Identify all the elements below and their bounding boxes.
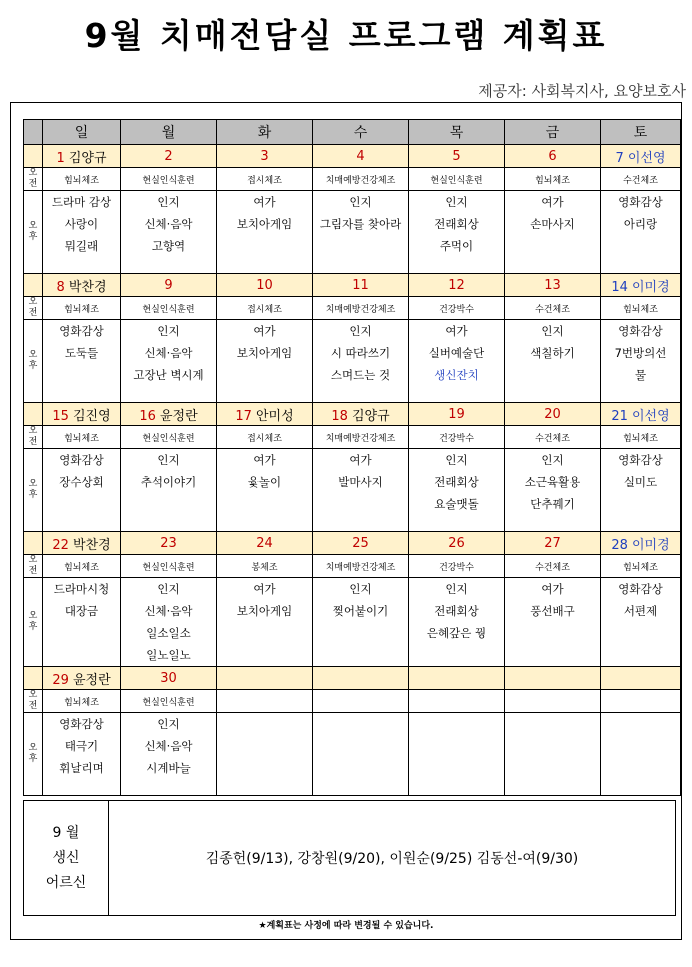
- afternoon-program: [505, 320, 601, 403]
- morning-program: 힘뇌체조: [601, 555, 681, 578]
- morning-program: 현실인식훈련: [121, 426, 217, 449]
- program-line: 인지: [445, 453, 468, 467]
- morning-label-char: 오: [28, 690, 38, 700]
- program-line: 휘날리며: [59, 761, 104, 775]
- program-line: 실미도: [623, 475, 658, 489]
- date-number: 3: [260, 148, 269, 164]
- weekday-header: 화: [217, 120, 313, 145]
- date-number: 16: [139, 408, 156, 424]
- date-cell: [601, 667, 681, 690]
- morning-row: [24, 297, 681, 320]
- morning-program: 치매예방건강체조: [313, 168, 409, 191]
- program-line: 장수상회: [59, 475, 104, 489]
- date-cell: [409, 532, 505, 555]
- morning-label-char: 오: [28, 555, 38, 565]
- date-cell: [505, 667, 601, 690]
- date-number: 5: [452, 148, 461, 164]
- date-number: 24: [256, 535, 273, 551]
- morning-program: 건강박수: [409, 426, 505, 449]
- weekday-header: 월: [121, 120, 217, 145]
- date-cell: [313, 403, 409, 426]
- date-cell: [121, 532, 217, 555]
- date-number: 28: [611, 537, 628, 553]
- program-line: 신체·음악: [144, 217, 193, 231]
- date-row: [24, 274, 681, 297]
- morning-program: 힘뇌체조: [43, 426, 121, 449]
- birthday-label-elders: 어르신: [45, 874, 87, 891]
- program-line: 태극기: [64, 739, 99, 753]
- program-line: 영화감상: [618, 453, 663, 467]
- afternoon-label-char: 후: [28, 622, 38, 632]
- morning-program: 치매예방건강체조: [313, 555, 409, 578]
- birthday-person-name: 박찬경: [68, 279, 107, 295]
- birthday-person-name: 이선영: [632, 408, 670, 424]
- date-number: 11: [352, 277, 369, 293]
- morning-program: 현실인식훈련: [121, 555, 217, 578]
- weekday-header: 수: [313, 120, 409, 145]
- date-cell: [313, 274, 409, 297]
- afternoon-label-char: 오: [28, 743, 38, 753]
- morning-program: 수건체조: [601, 168, 681, 191]
- morning-program: 치매예방건강체조: [313, 297, 409, 320]
- morning-program: 접시체조: [217, 426, 313, 449]
- afternoon-program: [313, 713, 409, 796]
- date-number: 18: [331, 408, 348, 424]
- morning-program: 힘뇌체조: [43, 168, 121, 191]
- afternoon-label: [24, 320, 43, 403]
- program-line: 인지: [349, 195, 372, 209]
- date-cell: [217, 403, 313, 426]
- date-number: 19: [448, 406, 465, 422]
- afternoon-label-char: 후: [28, 754, 38, 764]
- date-row: [24, 145, 681, 168]
- birthday-person-name: 윤정란: [160, 408, 198, 424]
- afternoon-program: [43, 578, 121, 667]
- morning-program: 힘뇌체조: [43, 690, 121, 713]
- birthday-label: [24, 801, 109, 916]
- morning-label-char: 오: [28, 168, 38, 178]
- afternoon-label-char: 후: [28, 361, 38, 371]
- date-cell: [217, 532, 313, 555]
- afternoon-label-char: 오: [28, 611, 38, 621]
- birthday-person-name: 윤정란: [73, 672, 111, 688]
- program-line: 여가: [541, 582, 564, 596]
- program-line: 사랑이: [64, 217, 99, 231]
- afternoon-row: [24, 320, 681, 403]
- afternoon-label-char: 후: [28, 232, 38, 242]
- program-line: 도둑들: [64, 346, 99, 360]
- birthday-person-name: 김진영: [73, 408, 111, 424]
- program-line: 여가: [445, 324, 468, 338]
- afternoon-label: [24, 578, 43, 667]
- morning-program: 접시체조: [217, 168, 313, 191]
- program-line: 일노일노: [146, 648, 191, 662]
- date-cell: [121, 403, 217, 426]
- program-line: 소근육활용: [524, 475, 581, 489]
- afternoon-program: [409, 449, 505, 532]
- program-line: 신체·음악: [144, 604, 193, 618]
- afternoon-program: [121, 578, 217, 667]
- afternoon-program: [43, 320, 121, 403]
- afternoon-label: [24, 449, 43, 532]
- program-line: 여가: [253, 195, 276, 209]
- afternoon-program: [217, 320, 313, 403]
- afternoon-program: [121, 449, 217, 532]
- program-line: 인지: [157, 717, 180, 731]
- afternoon-program: [313, 191, 409, 274]
- afternoon-program: [409, 578, 505, 667]
- program-line: 영화감상: [59, 324, 104, 338]
- date-corner: [24, 274, 43, 297]
- date-row: [24, 667, 681, 690]
- weekday-header: 토: [601, 120, 681, 145]
- program-line: 신체·음악: [144, 346, 193, 360]
- date-number: 13: [544, 277, 561, 293]
- morning-program: 봉체조: [217, 555, 313, 578]
- morning-program: 힘뇌체조: [601, 426, 681, 449]
- morning-row: [24, 426, 681, 449]
- afternoon-program: [217, 713, 313, 796]
- program-line: 고장난 벽시계: [133, 368, 204, 382]
- program-line: 풍선배구: [530, 604, 575, 618]
- program-line: 아리랑: [623, 217, 658, 231]
- date-cell: [601, 532, 681, 555]
- program-line: 색칠하기: [530, 346, 575, 360]
- program-line: 요술맷돌: [434, 497, 479, 511]
- morning-row: [24, 690, 681, 713]
- weekday-header: 목: [409, 120, 505, 145]
- morning-program: 치매예방건강체조: [313, 426, 409, 449]
- date-number: 17: [235, 408, 252, 424]
- afternoon-label-char: 오: [28, 479, 38, 489]
- afternoon-label: [24, 713, 43, 796]
- afternoon-program: [121, 191, 217, 274]
- weekday-header: 일: [43, 120, 121, 145]
- date-cell: [121, 145, 217, 168]
- date-number: 2: [164, 148, 173, 164]
- afternoon-label-char: 오: [28, 221, 38, 231]
- date-number: 12: [448, 277, 465, 293]
- date-number: 4: [356, 148, 365, 164]
- date-cell: [43, 403, 121, 426]
- program-line: 인지: [157, 195, 180, 209]
- birthday-person-name: 박찬경: [73, 537, 111, 553]
- date-number: 9: [164, 277, 173, 293]
- morning-label-char: 오: [28, 297, 38, 307]
- program-line: 그림자를 찾아라: [319, 217, 402, 231]
- afternoon-row: [24, 449, 681, 532]
- date-cell: [505, 274, 601, 297]
- afternoon-row: [24, 578, 681, 667]
- morning-program: 힘뇌체조: [601, 297, 681, 320]
- program-line: 여가: [253, 582, 276, 596]
- date-number: 14: [611, 279, 628, 295]
- morning-program: 건강박수: [409, 555, 505, 578]
- program-line: 인지: [445, 195, 468, 209]
- date-row: [24, 532, 681, 555]
- afternoon-program: [43, 449, 121, 532]
- program-line: 물: [634, 368, 647, 382]
- afternoon-label-char: 후: [28, 490, 38, 500]
- program-line: 보치아게임: [236, 346, 293, 360]
- program-line: 여가: [253, 453, 276, 467]
- date-cell: [601, 145, 681, 168]
- date-row: [24, 403, 681, 426]
- program-line: 영화감상: [618, 582, 663, 596]
- date-corner: [24, 532, 43, 555]
- program-line: 영화감상: [59, 717, 104, 731]
- morning-program: [313, 690, 409, 713]
- birthday-label-month: 9 월: [52, 824, 80, 841]
- morning-label: [24, 426, 43, 449]
- program-line: 뭐길래: [64, 239, 99, 253]
- birthday-party-label: 생신잔치: [434, 368, 479, 382]
- change-notice: ★계획표는 사정에 따라 변경될 수 있습니다.: [258, 921, 434, 931]
- program-line: 전래회상: [434, 475, 479, 489]
- morning-program: 접시체조: [217, 297, 313, 320]
- date-cell: [43, 274, 121, 297]
- afternoon-program: [601, 713, 681, 796]
- morning-program: 수건체조: [505, 426, 601, 449]
- date-number: 23: [160, 535, 177, 551]
- morning-program: 현실인식훈련: [121, 168, 217, 191]
- afternoon-row: [24, 191, 681, 274]
- program-line: 단추꿰기: [530, 497, 575, 511]
- afternoon-program: [409, 191, 505, 274]
- program-line: 은혜갚은 꿩: [426, 626, 487, 640]
- morning-label-char: 전: [28, 179, 38, 189]
- birthday-label-birthday: 생신: [52, 849, 80, 866]
- afternoon-program: [217, 578, 313, 667]
- morning-label-char: 전: [28, 308, 38, 318]
- afternoon-program: [505, 713, 601, 796]
- date-number: 20: [544, 406, 561, 422]
- program-line: 신체·음악: [144, 739, 193, 753]
- morning-label-char: 전: [28, 701, 38, 711]
- program-line: 서편제: [623, 604, 658, 618]
- program-line: 영화감상: [618, 324, 663, 338]
- program-line: 인지: [157, 324, 180, 338]
- program-line: 시 따라쓰기: [330, 346, 391, 360]
- program-line: 전래회상: [434, 604, 479, 618]
- birthday-person-name: 김양규: [352, 408, 390, 424]
- date-cell: [217, 145, 313, 168]
- afternoon-program: [505, 449, 601, 532]
- morning-label: [24, 297, 43, 320]
- morning-program: 건강박수: [409, 297, 505, 320]
- author-line: 제공자: 사회복지사, 요양보호사: [478, 82, 686, 100]
- morning-label: [24, 168, 43, 191]
- program-line: 7번방의선: [614, 346, 667, 360]
- morning-program: 현실인식훈련: [409, 168, 505, 191]
- afternoon-program: [601, 191, 681, 274]
- program-line: 발마사지: [338, 475, 383, 489]
- afternoon-program: [121, 713, 217, 796]
- date-corner: [24, 145, 43, 168]
- birthday-names: 김종헌(9/13), 강창원(9/20), 이원순(9/25) 김동선-여(9/30): [109, 801, 676, 916]
- morning-label-char: 전: [28, 566, 38, 576]
- program-line: 일소일소: [146, 626, 191, 640]
- program-line: 보치아게임: [236, 604, 293, 618]
- birthday-person-name: 이선영: [627, 150, 666, 166]
- afternoon-program: [601, 578, 681, 667]
- morning-program: 수건체조: [505, 297, 601, 320]
- program-line: 인지: [157, 453, 180, 467]
- date-cell: [505, 145, 601, 168]
- program-line: 여가: [253, 324, 276, 338]
- program-line: 영화감상: [618, 195, 663, 209]
- morning-program: 힘뇌체조: [505, 168, 601, 191]
- weekday-header-row: [24, 120, 681, 145]
- morning-program: 수건체조: [505, 555, 601, 578]
- date-number: 7: [615, 150, 624, 166]
- birthday-person-name: 김양규: [68, 150, 107, 166]
- weekday-header: 금: [505, 120, 601, 145]
- birthday-table: [23, 800, 676, 916]
- program-line: 여가: [541, 195, 564, 209]
- morning-label-char: 전: [28, 437, 38, 447]
- morning-label-char: 오: [28, 426, 38, 436]
- date-cell: [409, 274, 505, 297]
- afternoon-program: [601, 449, 681, 532]
- birthday-person-name: 안미성: [256, 408, 294, 424]
- program-line: 추석이야기: [140, 475, 197, 489]
- date-number: 25: [352, 535, 369, 551]
- program-line: 대장금: [64, 604, 99, 618]
- program-line: 드라마 감상: [51, 195, 112, 209]
- date-number: 29: [52, 672, 69, 688]
- date-number: 6: [548, 148, 557, 164]
- date-number: 8: [56, 279, 65, 295]
- program-line: 손마사지: [530, 217, 575, 231]
- afternoon-label-char: 오: [28, 350, 38, 360]
- afternoon-program: [601, 320, 681, 403]
- date-corner: [24, 403, 43, 426]
- date-cell: [505, 403, 601, 426]
- morning-program: [409, 690, 505, 713]
- afternoon-program: [313, 578, 409, 667]
- morning-row: [24, 168, 681, 191]
- morning-program: 현실인식훈련: [121, 297, 217, 320]
- afternoon-program: [217, 449, 313, 532]
- program-line: 여가: [349, 453, 372, 467]
- date-cell: [313, 667, 409, 690]
- morning-row: [24, 555, 681, 578]
- program-line: 인지: [349, 582, 372, 596]
- date-number: 15: [52, 408, 69, 424]
- date-number: 1: [56, 150, 65, 166]
- morning-program: 현실인식훈련: [121, 690, 217, 713]
- morning-program: 힘뇌체조: [43, 555, 121, 578]
- morning-program: [601, 690, 681, 713]
- program-line: 인지: [349, 324, 372, 338]
- date-cell: [601, 274, 681, 297]
- date-number: 27: [544, 535, 561, 551]
- date-cell: [505, 532, 601, 555]
- birthday-person-name: 이미경: [632, 537, 670, 553]
- date-cell: [121, 667, 217, 690]
- afternoon-program: [409, 713, 505, 796]
- morning-label: [24, 555, 43, 578]
- program-line: 인지: [157, 582, 180, 596]
- date-cell: [313, 532, 409, 555]
- date-cell: [409, 667, 505, 690]
- afternoon-label: [24, 191, 43, 274]
- morning-program: [217, 690, 313, 713]
- date-cell: [43, 667, 121, 690]
- date-number: 21: [611, 408, 628, 424]
- date-cell: [409, 145, 505, 168]
- program-line: 드라마시청: [53, 582, 110, 596]
- program-line: 영화감상: [59, 453, 104, 467]
- date-cell: [121, 274, 217, 297]
- morning-label: [24, 690, 43, 713]
- program-line: 전래회상: [434, 217, 479, 231]
- program-line: 인지: [445, 582, 468, 596]
- morning-program: [505, 690, 601, 713]
- date-number: 10: [256, 277, 273, 293]
- afternoon-program: [217, 191, 313, 274]
- date-cell: [409, 403, 505, 426]
- afternoon-program: [313, 449, 409, 532]
- date-cell: [43, 145, 121, 168]
- afternoon-program: [505, 578, 601, 667]
- afternoon-program: [505, 191, 601, 274]
- page-title: 9월 치매전담실 프로그램 계획표: [84, 16, 608, 55]
- program-line: 스며드는 것: [330, 368, 391, 382]
- afternoon-program: [313, 320, 409, 403]
- morning-program: 힘뇌체조: [43, 297, 121, 320]
- program-line: 보치아게임: [236, 217, 293, 231]
- afternoon-program: [121, 320, 217, 403]
- program-line: 윷놀이: [247, 475, 282, 489]
- date-cell: [217, 667, 313, 690]
- program-line: 실버예술단: [428, 346, 485, 360]
- date-cell: [217, 274, 313, 297]
- program-line: 고향역: [151, 239, 186, 253]
- schedule-table: [23, 119, 681, 796]
- date-corner: [24, 667, 43, 690]
- program-line: 찢어붙이기: [332, 604, 389, 618]
- program-line: 시계바늘: [146, 761, 191, 775]
- date-cell: [601, 403, 681, 426]
- date-cell: [313, 145, 409, 168]
- program-line: 인지: [541, 324, 564, 338]
- date-number: 26: [448, 535, 465, 551]
- program-line: 주먹이: [439, 239, 474, 253]
- date-number: 22: [52, 537, 69, 553]
- birthday-person-name: 이미경: [632, 279, 670, 295]
- header-corner: [24, 120, 43, 145]
- afternoon-program: [409, 320, 505, 403]
- afternoon-program: [43, 191, 121, 274]
- afternoon-program: [43, 713, 121, 796]
- date-cell: [43, 532, 121, 555]
- program-line: 인지: [541, 453, 564, 467]
- afternoon-row: [24, 713, 681, 796]
- date-number: 30: [160, 670, 177, 686]
